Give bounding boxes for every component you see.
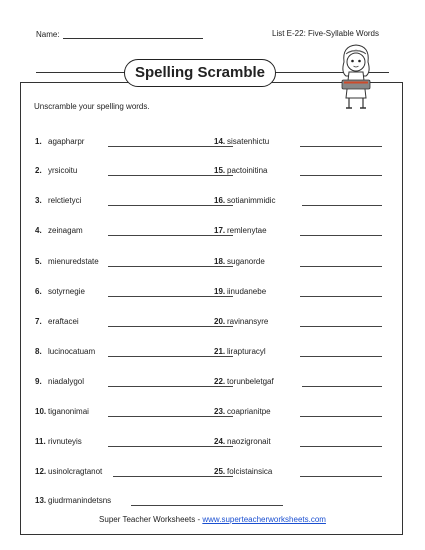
scrambled-word: zeinagam: [48, 226, 83, 235]
list-item: [214, 346, 266, 358]
scrambled-word: remlenytae: [227, 226, 267, 235]
scrambled-word: tiganonimai: [48, 407, 89, 416]
scrambled-word: coaprianitpe: [227, 407, 271, 416]
answer-blank[interactable]: [300, 235, 382, 236]
list-item: [214, 225, 267, 237]
item-number: 4.: [35, 226, 42, 235]
list-item: [35, 165, 77, 177]
item-number: 13.: [35, 496, 47, 505]
footer: [0, 515, 425, 524]
answer-blank[interactable]: [300, 476, 382, 477]
list-item: [35, 136, 84, 148]
answer-blank[interactable]: [300, 266, 382, 267]
list-item: [214, 136, 269, 148]
answer-blank[interactable]: [131, 505, 283, 506]
item-number: 21.: [214, 347, 226, 356]
scrambled-word: sisatenhictu: [227, 137, 270, 146]
scrambled-word: yrsicoitu: [48, 166, 78, 175]
scrambled-word: lucinocatuam: [48, 347, 96, 356]
answer-blank[interactable]: [300, 296, 382, 297]
item-number: 19.: [214, 287, 226, 296]
scrambled-word: rivnuteyis: [48, 437, 82, 446]
scrambled-word: relctietyci: [48, 196, 82, 205]
answer-blank[interactable]: [302, 386, 382, 387]
item-number: 15.: [214, 166, 226, 175]
answer-blank[interactable]: [300, 326, 382, 327]
item-number: 12.: [35, 467, 47, 476]
item-number: 23.: [214, 407, 226, 416]
name-line: [63, 29, 203, 39]
answer-blank[interactable]: [300, 356, 382, 357]
list-item: [35, 436, 82, 448]
item-number: 11.: [35, 437, 46, 446]
item-number: 2.: [35, 166, 42, 175]
list-item: [214, 466, 272, 478]
item-number: 9.: [35, 377, 42, 386]
scrambled-word: eraftacei: [48, 317, 79, 326]
list-item: [35, 225, 83, 237]
answer-blank[interactable]: [300, 446, 382, 447]
list-item: [214, 165, 267, 177]
scrambled-word: mienuredstate: [48, 257, 99, 266]
scrambled-word: pactoinitina: [227, 166, 268, 175]
item-number: 24.: [214, 437, 226, 446]
item-number: 8.: [35, 347, 42, 356]
list-item: [214, 406, 271, 418]
footer-text: Super Teacher Worksheets -: [99, 515, 203, 524]
item-number: 25.: [214, 467, 226, 476]
teacher-mascot-illustration: [330, 42, 382, 112]
scrambled-word: giudrmanindetsns: [48, 496, 112, 505]
item-number: 10.: [35, 407, 47, 416]
list-item: [214, 316, 268, 328]
item-number: 5.: [35, 257, 42, 266]
list-item: [214, 195, 275, 207]
worksheet-title: Spelling Scramble: [124, 59, 276, 87]
scrambled-word: agapharpr: [48, 137, 85, 146]
instructions: Unscramble your spelling words.: [34, 102, 150, 111]
scrambled-word: iinudanebe: [227, 287, 267, 296]
scrambled-word: torunbeletgaf: [227, 377, 274, 386]
footer-link[interactable]: www.superteacherworksheets.com: [202, 515, 326, 524]
list-item: [35, 316, 79, 328]
scrambled-word: niadalygol: [48, 377, 85, 386]
list-title: List E-22: Five-Syllable Words: [272, 29, 379, 38]
list-item: [35, 195, 81, 207]
answer-blank[interactable]: [300, 416, 382, 417]
list-item: [214, 436, 271, 448]
scrambled-word: sotyrnegie: [48, 287, 85, 296]
item-number: 17.: [214, 226, 226, 235]
item-number: 6.: [35, 287, 42, 296]
item-number: 20.: [214, 317, 226, 326]
item-number: 22.: [214, 377, 226, 386]
list-item: [35, 256, 99, 268]
list-item: [214, 256, 265, 268]
list-item: [35, 495, 111, 507]
list-item: [35, 346, 95, 358]
list-item: [35, 286, 85, 298]
list-item: [214, 376, 274, 388]
scrambled-word: ravinansyre: [227, 317, 269, 326]
item-number: 18.: [214, 257, 226, 266]
name-label: Name:: [36, 30, 60, 39]
list-item: [35, 466, 102, 478]
item-number: 14.: [214, 137, 226, 146]
scrambled-word: sotianimmidic: [227, 196, 276, 205]
list-item: [35, 406, 89, 418]
scrambled-word: usinolcragtanot: [48, 467, 103, 476]
item-number: 3.: [35, 196, 42, 205]
answer-blank[interactable]: [300, 175, 382, 176]
scrambled-word: naozigronait: [227, 437, 271, 446]
item-number: 1.: [35, 137, 42, 146]
list-item: [35, 376, 84, 388]
scrambled-word: lirapturacyl: [227, 347, 266, 356]
list-item: [214, 286, 266, 298]
answer-blank[interactable]: [300, 146, 382, 147]
scrambled-word: folcistainsica: [227, 467, 273, 476]
item-number: 16.: [214, 196, 226, 205]
answer-blank[interactable]: [302, 205, 382, 206]
name-field: [36, 29, 203, 39]
item-number: 7.: [35, 317, 42, 326]
scrambled-word: suganorde: [227, 257, 265, 266]
